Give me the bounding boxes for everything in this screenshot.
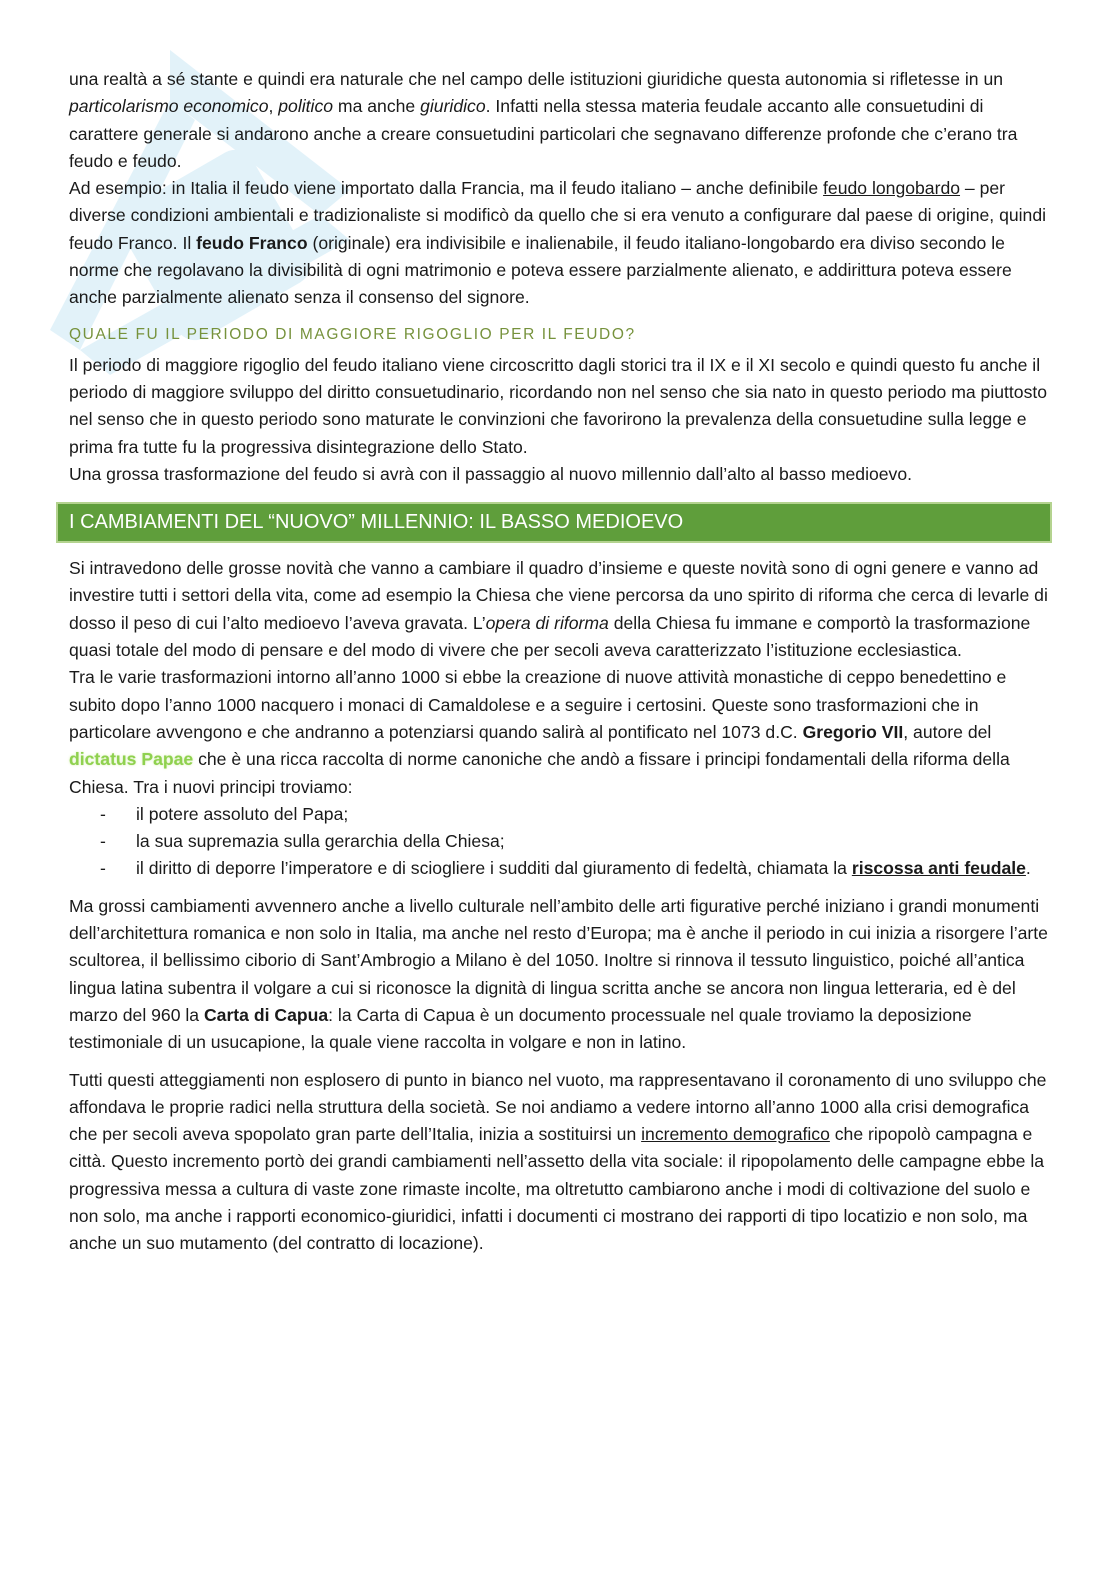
term-feudo-franco: feudo Franco	[196, 232, 308, 253]
term-incremento-demografico: incremento demografico	[641, 1124, 830, 1145]
paragraph-feudo-longobardo: Ad esempio: in Italia il feudo viene importato dalla Francia, ma il feudo italiano – anche definibile feudo longobardo – per diverse condizioni ambientali e tradizionaliste si modificò da quello che si era venuto a configurare dal paese di origine, quindi feudo Franco. Il feudo Franco (originale) era indivisibile e inalienabile, il feudo italiano-longobardo era diviso secondo le norme che regolavano la divisibilità di ogni matrimonio e poteva essere parzialmente alienato, e addirittura poteva essere anche parzialmente alienato senza il consenso del signore.	[69, 178, 1047, 308]
term-gregorio-vii: Gregorio VII	[802, 721, 904, 742]
paragraph-gregorio-vii: Tra le varie trasformazioni intorno all’anno 1000 si ebbe la creazione di nuove attività monastiche di ceppo benedettino e subito dopo l’anno 1000 nacquero i monaci di Camaldolese e a seguire i certosini. Queste sono trasformazioni che in particolare avvengono e che andranno a potenziarsi quando salirà al pontificato nel 1073 d.C. Gregorio VII, autore del dictatus Papae che è una ricca raccolta di norme canoniche che andò a fissare i principi fondamentali della riforma della Chiesa. Tra i nuovi principi troviamo:	[69, 667, 1010, 797]
list-item: - il diritto di deporre l’imperatore e di sciogliere i sudditi dal giuramento di fedeltà, chiamata la riscossa anti feudale.	[100, 858, 1031, 879]
paragraph-periodo-rigoglio: Il periodo di maggiore rigoglio del feudo italiano viene circoscritto dagli storici tra il IX e il XI secolo e quindi questo fu anche il periodo di maggiore sviluppo del diritto consuetudinario, ricordando non nel senso che sia nato in questo periodo ma piuttosto nel senso che in questo periodo sono maturate le convinzioni che favorirono la prevalenza della consuetudine sulla legge e prima fra tutte fu la progressiva disintegrazione dello Stato.	[69, 354, 1048, 457]
term-politico: politico	[278, 96, 334, 117]
term-particolarismo-economico: particolarismo economico	[69, 96, 269, 117]
term-giuridico: giuridico	[420, 96, 486, 117]
term-opera-di-riforma: opera di riforma	[485, 612, 609, 633]
paragraph-particolarismo: una realtà a sé stante e quindi era naturale che nel campo delle istituzioni giuridiche questa autonomia si rifletesse in un particolarismo economico, politico ma anche giuridico. Infatti nella stessa materia feudale accanto alle consuetudini di carattere generale si andarono anche a creare consuetudini particolari che segnavano differenze profonde che c’erano tra feudo e feudo.	[69, 69, 1018, 171]
term-carta-di-capua: Carta di Capua	[203, 1004, 329, 1025]
paragraph-cambiamenti-culturali: Ma grossi cambiamenti avvennero anche a livello culturale nell’ambito delle arti figurative perché iniziano i grandi monumenti dell’architettura romanica e non solo in Italia, ma anche nel resto d’Europa; ma è anche il periodo in cui inizia a risorgere l’arte scultorea, il bellissimo ciborio di Sant’Ambrogio a Milano è del 1050. Inoltre si rinnova il tessuto linguistico, poiché all’antica lingua latina subentra il volgare a cui si riconosce la dignità di lingua scritta anche se ancora non lingua letteraria, ed è del marzo del 960 la Carta di Capua: la Carta di Capua è un documento processuale nel quale troviamo la deposizione testimoniale di un usucapione, la quale viene raccolta in volgare e non in latino.	[69, 895, 1048, 1053]
term-riscossa-anti-feudale: riscossa anti feudale	[851, 858, 1026, 879]
principles-list	[69, 801, 1054, 883]
list-item: - il potere assoluto del Papa;	[100, 803, 349, 824]
term-feudo-longobardo: feudo longobardo	[823, 178, 961, 199]
heading-periodo-rigoglio: QUALE FU IL PERIODO DI MAGGIORE RIGOGLIO PER IL FEUDO?	[69, 325, 636, 343]
paragraph-riforma-chiesa: Si intravedono delle grosse novità che vanno a cambiare il quadro d’insieme e queste novità sono di ogni genere e vanno ad investire tutti i settori della vita, come ad esempio la Chiesa che viene percorsa da uno spirito di riforma che cerca di levarle di dosso il peso di cui l’alto medioevo l’aveva gravata. L’opera di riforma della Chiesa fu immane e comportò la trasformazione quasi totale del modo di pensare e del modo di vivere che per secoli aveva caratterizzato l’istituzione ecclesiastica.	[69, 558, 1048, 661]
section-banner-basso-medioevo: I CAMBIAMENTI DEL “NUOVO” MILLENNIO: IL BASSO MEDIOEVO	[56, 502, 1052, 543]
term-dictatus-papae: dictatus Papae	[69, 749, 194, 770]
paragraph-trasformazione-feudo: Una grossa trasformazione del feudo si avrà con il passaggio al nuovo millennio dall’alto al basso medioevo.	[69, 463, 913, 484]
document-page	[69, 66, 1054, 1258]
paragraph-incremento-demografico: Tutti questi atteggiamenti non esplosero di punto in bianco nel vuoto, ma rappresentavano il coronamento di uno sviluppo che affondava le proprie radici nella struttura della società. Se noi andiamo a vedere intorno all’anno 1000 alla crisi demografica che per secoli aveva spopolato gran parte dell’Italia, inizia a sostituirsi un incremento demografico che ripopolò campagna e città. Questo incremento portò dei grandi cambiamenti nell’assetto della vita sociale: il ripopolamento delle campagne ebbe la progressiva messa a cultura di vaste zone rimaste incolte, ma oltretutto cambiarono anche i modi di coltivazione del suolo e non solo, ma anche i rapporti economico-giuridici, infatti i documenti ci mostrano dei rapporti di tipo locatizio e non solo, ma anche un suo mutamento (del contratto di locazione).	[69, 1069, 1047, 1254]
list-item: - la sua supremazia sulla gerarchia della Chiesa;	[100, 831, 505, 852]
